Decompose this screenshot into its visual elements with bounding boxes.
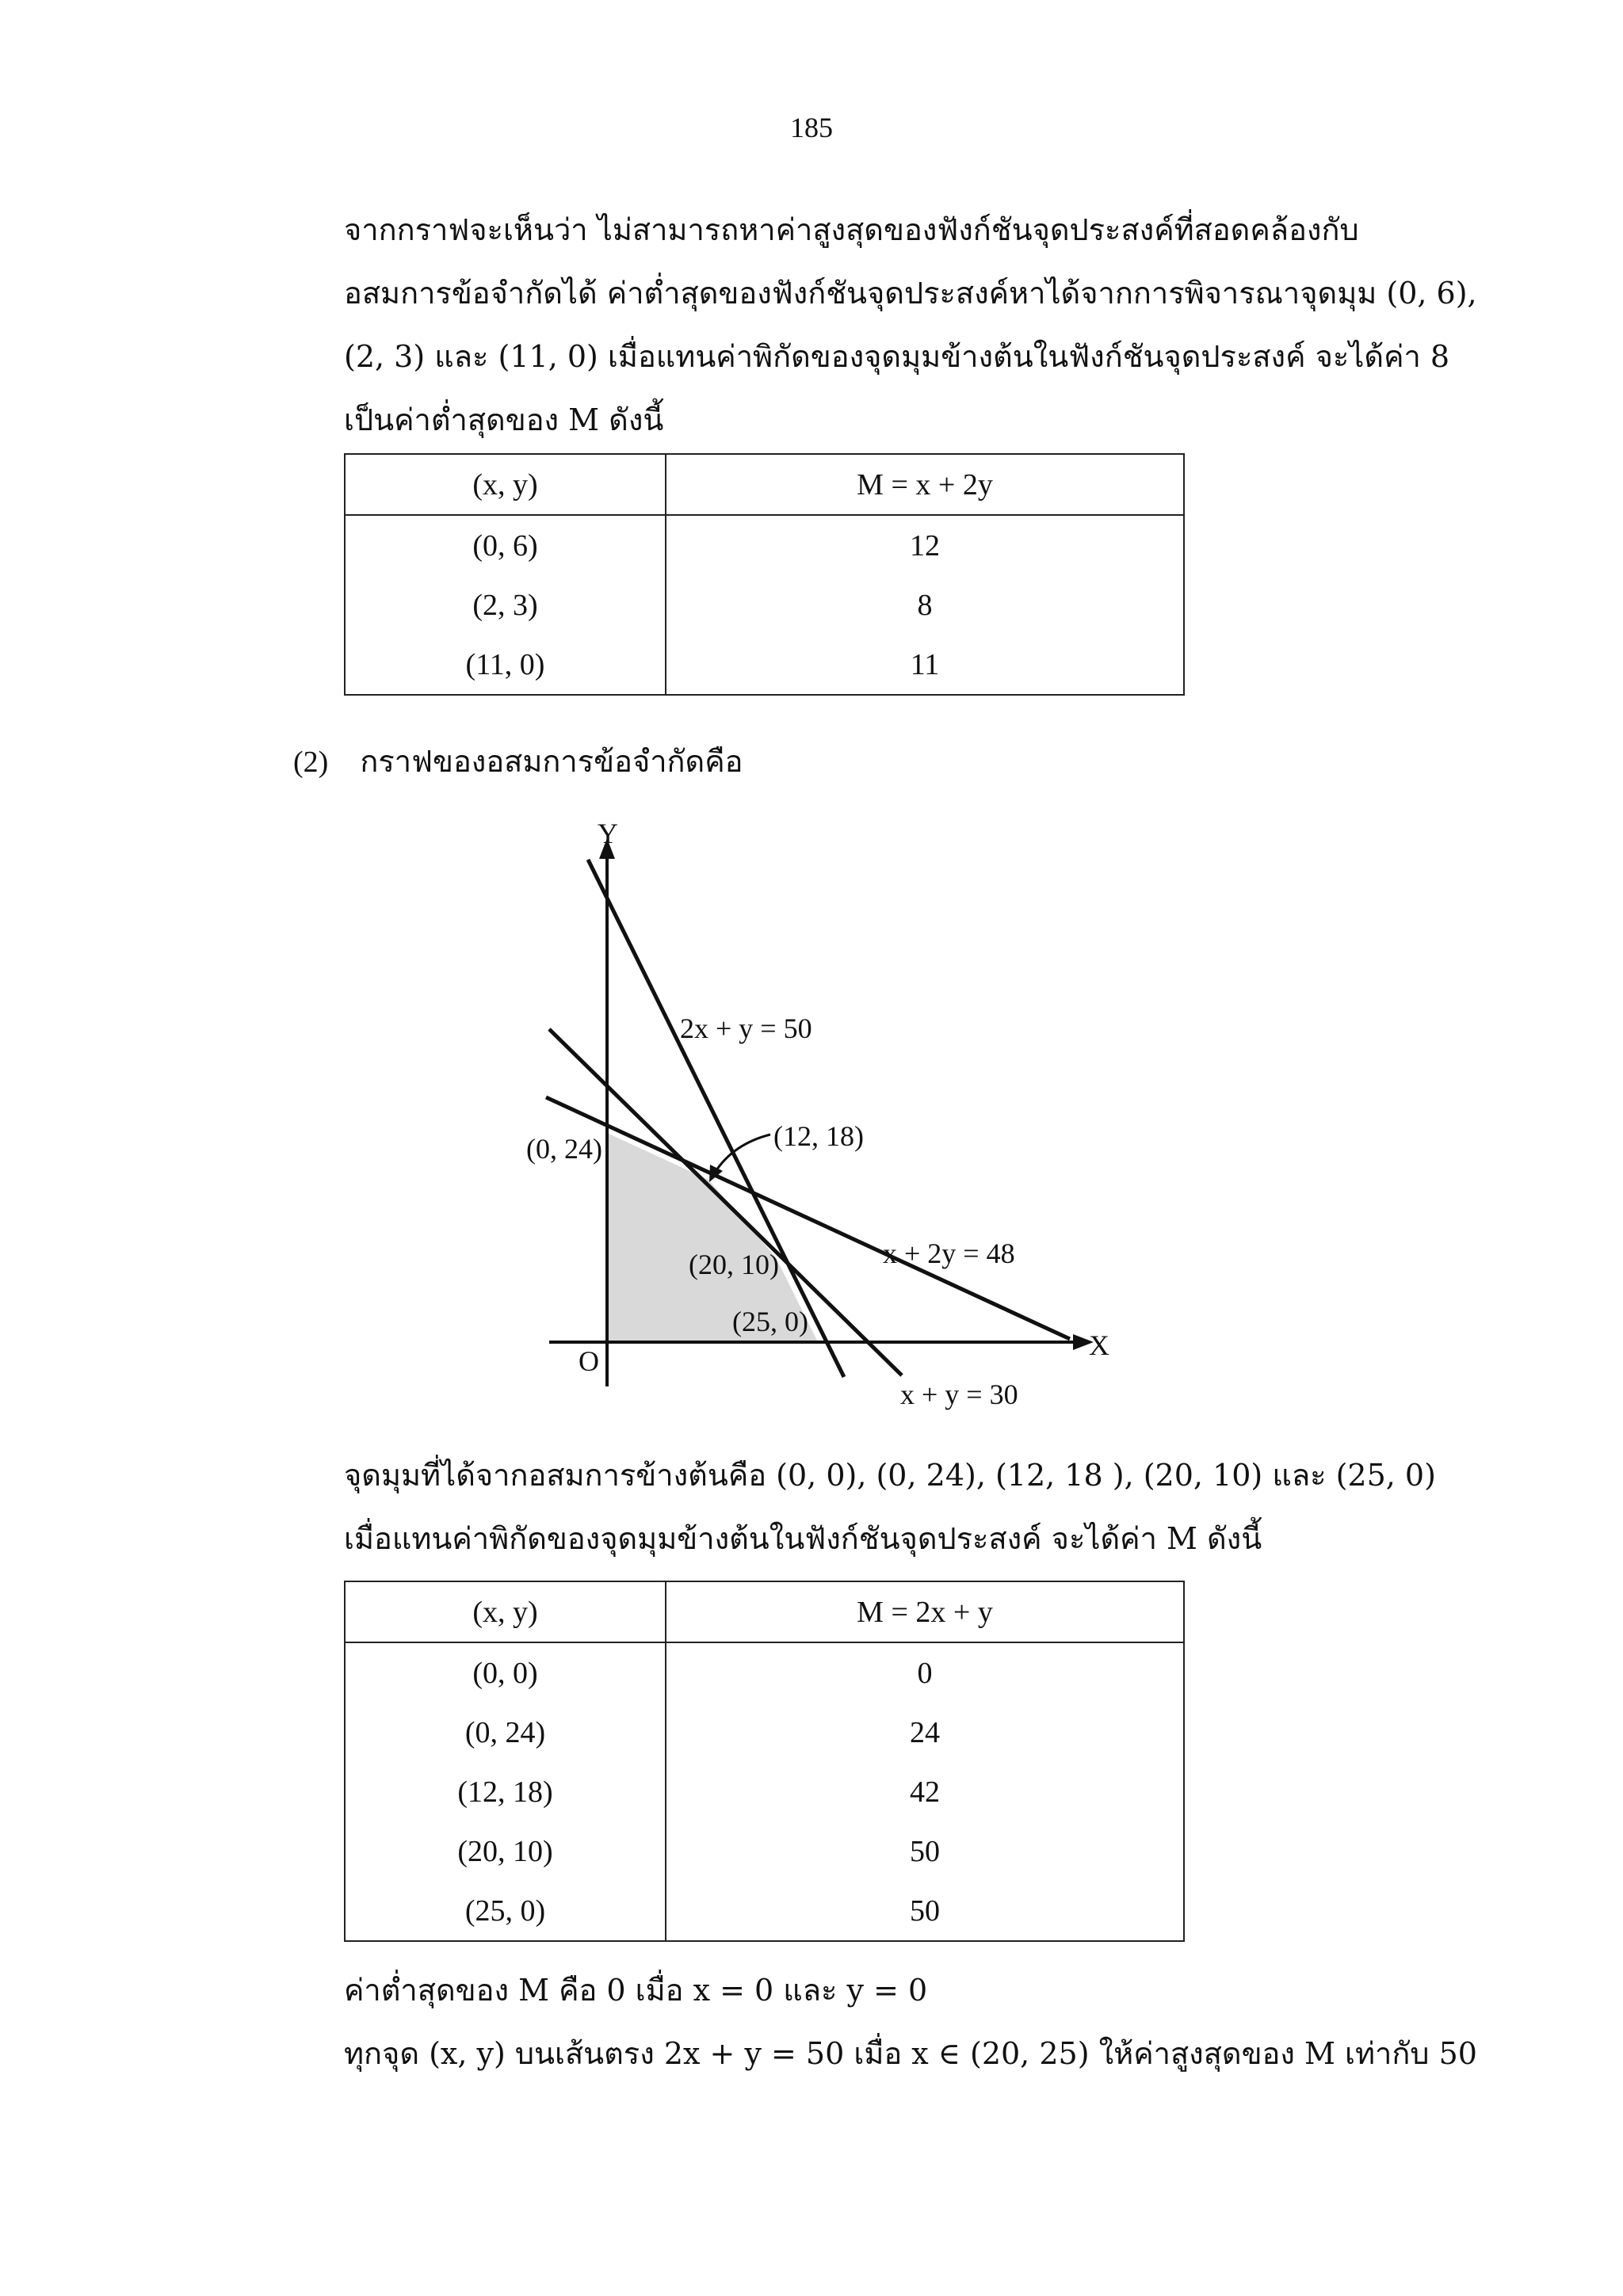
text-line: เมื่อแทนค่าพิกัดของจุดมุมข้างต้นในฟังก์ชันจุดประสงค์ จะได้ค่า M ดังนี้ xyxy=(344,1521,1262,1556)
cell-point: (25, 0) xyxy=(345,1881,666,1941)
cell-point: (20, 10) xyxy=(345,1821,666,1881)
line-label-2x-y-50: 2x + y = 50 xyxy=(680,1013,812,1044)
point-label-0-24: (0, 24) xyxy=(526,1133,602,1165)
x-axis-label: X xyxy=(1089,1329,1109,1361)
text-line: อสมการข้อจำกัดได้ ค่าต่ำสุดของฟังก์ชันจุดประสงค์หาได้จากการพิจารณาจุดมุม (0, 6), xyxy=(344,276,1477,311)
header-objective: M = x + 2y xyxy=(666,454,1184,515)
text-line: จากกราฟจะเห็นว่า ไม่สามารถหาค่าสูงสุดของฟังก์ชันจุดประสงค์ที่สอดคล้องกับ xyxy=(344,212,1359,247)
line-label-x-y-30: x + y = 30 xyxy=(900,1379,1018,1410)
header-xy: (x, y) xyxy=(345,1581,666,1642)
table-header-row xyxy=(345,1581,1184,1642)
table-row xyxy=(345,1821,1184,1881)
header-xy: (x, y) xyxy=(345,454,666,515)
cell-value: 11 xyxy=(666,635,1184,695)
text-line: เป็นค่าต่ำสุดของ M ดังนี้ xyxy=(344,402,664,437)
origin-label: O xyxy=(579,1345,599,1377)
page-number: 185 xyxy=(790,112,833,143)
text-line: (2, 3) และ (11, 0) เมื่อแทนค่าพิกัดของจุดมุมข้างต้นในฟังก์ชันจุดประสงค์ จะได้ค่า 8 xyxy=(344,339,1450,374)
pointer-arrow xyxy=(715,1135,770,1173)
table-corner-points-2 xyxy=(344,1581,1185,1942)
cell-value: 8 xyxy=(666,575,1184,635)
cell-value: 0 xyxy=(666,1642,1184,1703)
cell-value: 42 xyxy=(666,1762,1184,1821)
cell-point: (2, 3) xyxy=(345,575,666,635)
table-row xyxy=(345,1703,1184,1762)
point-label-12-18: (12, 18) xyxy=(773,1120,864,1152)
cell-point: (0, 24) xyxy=(345,1703,666,1762)
text-line: จุดมุมที่ได้จากอสมการข้างต้นคือ (0, 0), (0, 24), (12, 18 ), (20, 10) และ (25, 0) xyxy=(344,1458,1436,1493)
cell-value: 50 xyxy=(666,1881,1184,1941)
paragraph-corner-points xyxy=(344,1444,1436,1570)
cell-point: (12, 18) xyxy=(345,1762,666,1821)
table-row xyxy=(345,1881,1184,1941)
y-axis-label: Y xyxy=(598,818,618,849)
cell-point: (0, 6) xyxy=(345,515,666,575)
text-line: ค่าต่ำสุดของ M คือ 0 เมื่อ x = 0 และ y = 0 xyxy=(344,1973,928,2008)
paragraph-conclusion xyxy=(344,1958,1477,2085)
table-row xyxy=(345,1762,1184,1821)
cell-value: 24 xyxy=(666,1703,1184,1762)
cell-value: 12 xyxy=(666,515,1184,575)
section-title: กราฟของอสมการข้อจำกัดคือ xyxy=(360,744,743,779)
table-row xyxy=(345,1642,1184,1703)
section-number: (2) xyxy=(293,746,329,779)
cell-point: (0, 0) xyxy=(345,1642,666,1703)
cell-value: 50 xyxy=(666,1821,1184,1881)
point-label-25-0: (25, 0) xyxy=(732,1306,808,1337)
header-objective: M = 2x + y xyxy=(666,1581,1184,1642)
line-label-x-2y-48: x + 2y = 48 xyxy=(883,1238,1015,1269)
point-label-20-10: (20, 10) xyxy=(689,1249,779,1280)
text-line: ทุกจุด (x, y) บนเส้นตรง 2x + y = 50 เมื่อ x ∈ (20, 25) ให้ค่าสูงสุดของ M เท่ากับ 50 xyxy=(344,2036,1477,2071)
cell-point: (11, 0) xyxy=(345,635,666,695)
